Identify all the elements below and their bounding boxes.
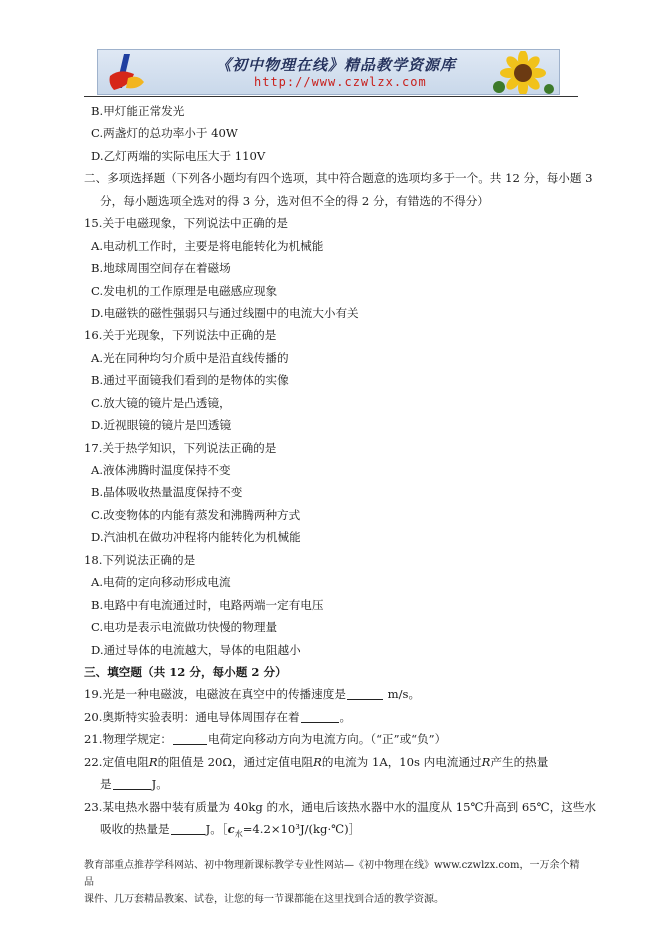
sunflower-icon bbox=[491, 51, 555, 95]
q22-line2 bbox=[84, 773, 584, 795]
q20-answer-blank[interactable] bbox=[301, 710, 339, 723]
q17-stem: 17.关于热学知识，下列说法正确的是 bbox=[84, 440, 277, 455]
q18-option-c: C.电功是表示电流做功快慢的物理量 bbox=[91, 620, 278, 635]
q19-answer-blank[interactable] bbox=[347, 687, 383, 700]
q23-line2 bbox=[84, 818, 584, 840]
q22-line2-text: 是 bbox=[100, 777, 112, 792]
q23-text: 吸收的热量是 bbox=[100, 822, 170, 836]
q22-line1 bbox=[84, 751, 584, 773]
q19-unit: m/s。 bbox=[387, 687, 421, 702]
q22-symbol-r1: R bbox=[148, 754, 158, 769]
q21-answer-blank[interactable] bbox=[173, 732, 207, 745]
page-footer bbox=[84, 857, 584, 908]
header-banner bbox=[97, 49, 560, 95]
q22-symbol-r2: R bbox=[313, 754, 322, 769]
q15-option-c: C.发电机的工作原理是电磁感应现象 bbox=[91, 283, 278, 298]
q18-option-b: B.电路中有电流通过时，电路两端一定有电压 bbox=[91, 597, 324, 612]
q23-answer-blank[interactable] bbox=[171, 822, 205, 835]
q17-option-d: D.汽油机在做功冲程将内能转化为机械能 bbox=[91, 530, 301, 545]
q23-subscript: 水 bbox=[234, 829, 243, 839]
q19-text: 19.光是一种电磁波，电磁波在真空中的传播速度是 bbox=[84, 687, 346, 702]
header-title: 《初中物理在线》精品教学资源库 bbox=[216, 56, 457, 74]
q20-text: 20.奥斯特实验表明：通电导体周围存在着 bbox=[84, 709, 300, 724]
q20-end: 。 bbox=[339, 709, 352, 724]
q23-constant: =4.2×10³J/(kg·℃)］ bbox=[242, 822, 361, 836]
header-rule bbox=[84, 96, 578, 97]
q23-line1: 23.某电热水器中装有质量为 40kg 的水，通电后该热水器中水的温度从 15℃升高到 65℃，这些水 bbox=[84, 799, 597, 814]
q21 bbox=[84, 728, 584, 750]
q17-option-b: B.晶体吸收热量温度保持不变 bbox=[91, 485, 243, 500]
q16-option-c: C.放大镜的镜片是凸透镜， bbox=[91, 395, 231, 410]
footer-line1: 教育部重点推荐学科网站、初中物理新课标教学专业性网站—《初中物理在线》www.czwlzx.com，一万余个精品 bbox=[84, 860, 580, 888]
q16-stem: 16.关于光现象，下列说法中正确的是 bbox=[84, 328, 277, 343]
q21-rest: 电荷定向移动方向为电流方向。（“正”或“负”） bbox=[208, 732, 447, 747]
q15-stem: 15.关于电磁现象，下列说法中正确的是 bbox=[84, 216, 288, 231]
q22-text-a: 22.定值电阻 bbox=[84, 754, 149, 769]
logo-icon bbox=[104, 52, 148, 92]
document-body bbox=[84, 100, 597, 840]
q22-answer-blank[interactable] bbox=[113, 777, 151, 790]
footer-line2: 课件、几万套精品教案、试卷，让您的每一节课都能在这里找到合适的教学资源。 bbox=[84, 894, 444, 905]
q22-text-d: 产生的热量 bbox=[490, 754, 549, 769]
q15-option-d: D.电磁铁的磁性强弱只与通过线圈中的电流大小有关 bbox=[91, 305, 359, 320]
q14-option-b: B.甲灯能正常发光 bbox=[91, 104, 185, 118]
q22-unit: J。 bbox=[151, 777, 168, 792]
q16-option-a: A.光在同种均匀介质中是沿直线传播的 bbox=[91, 350, 289, 365]
section3-heading: 三、填空题（共 12 分，每小题 2 分） bbox=[84, 664, 287, 679]
q19 bbox=[84, 683, 584, 705]
section2-heading-line1: 二、多项选择题（下列各小题均有四个选项，其中符合题意的选项均多于一个。共 12 分，每小题 3 bbox=[84, 171, 593, 186]
q17-option-c: C.改变物体的内能有蒸发和沸腾两种方式 bbox=[91, 507, 301, 522]
section2-heading-line2: 分，每小题选项全选对的得 3 分，选对但不全的得 2 分，有错选的不得分） bbox=[100, 193, 489, 208]
q15-option-a: A.电动机工作时，主要是将电能转化为机械能 bbox=[91, 238, 324, 253]
q21-text: 21.物理学规定： bbox=[84, 732, 173, 747]
q23-unit: J。［ bbox=[205, 822, 228, 836]
q16-option-d: D.近视眼镜的镜片是凹透镜 bbox=[91, 418, 232, 433]
q22-symbol-r3: R bbox=[481, 754, 491, 769]
q14-option-c: C.两盏灯的总功率小于 40W bbox=[91, 126, 238, 141]
q20 bbox=[84, 706, 584, 728]
q22-text-b: 的阻值是 20Ω，通过定值电阻 bbox=[157, 754, 314, 769]
q16-option-b: B.通过平面镜我们看到的是物体的实像 bbox=[91, 373, 289, 388]
q17-option-a: A.液体沸腾时温度保持不变 bbox=[91, 463, 231, 477]
q18-stem: 18.下列说法正确的是 bbox=[84, 552, 196, 567]
q18-option-a: A.电荷的定向移动形成电流 bbox=[91, 575, 231, 590]
q23-symbol-c: c bbox=[227, 822, 235, 836]
header-url[interactable]: http://www.czwlzx.com bbox=[254, 75, 427, 89]
q14-option-d: D.乙灯两端的实际电压大于 110V bbox=[91, 148, 266, 163]
q18-option-d: D.通过导体的电流越大，导体的电阻越小 bbox=[91, 642, 301, 657]
q15-option-b: B.地球周围空间存在着磁场 bbox=[91, 261, 231, 276]
q22-text-c: 的电流为 1A，10s 内电流通过 bbox=[321, 754, 482, 769]
